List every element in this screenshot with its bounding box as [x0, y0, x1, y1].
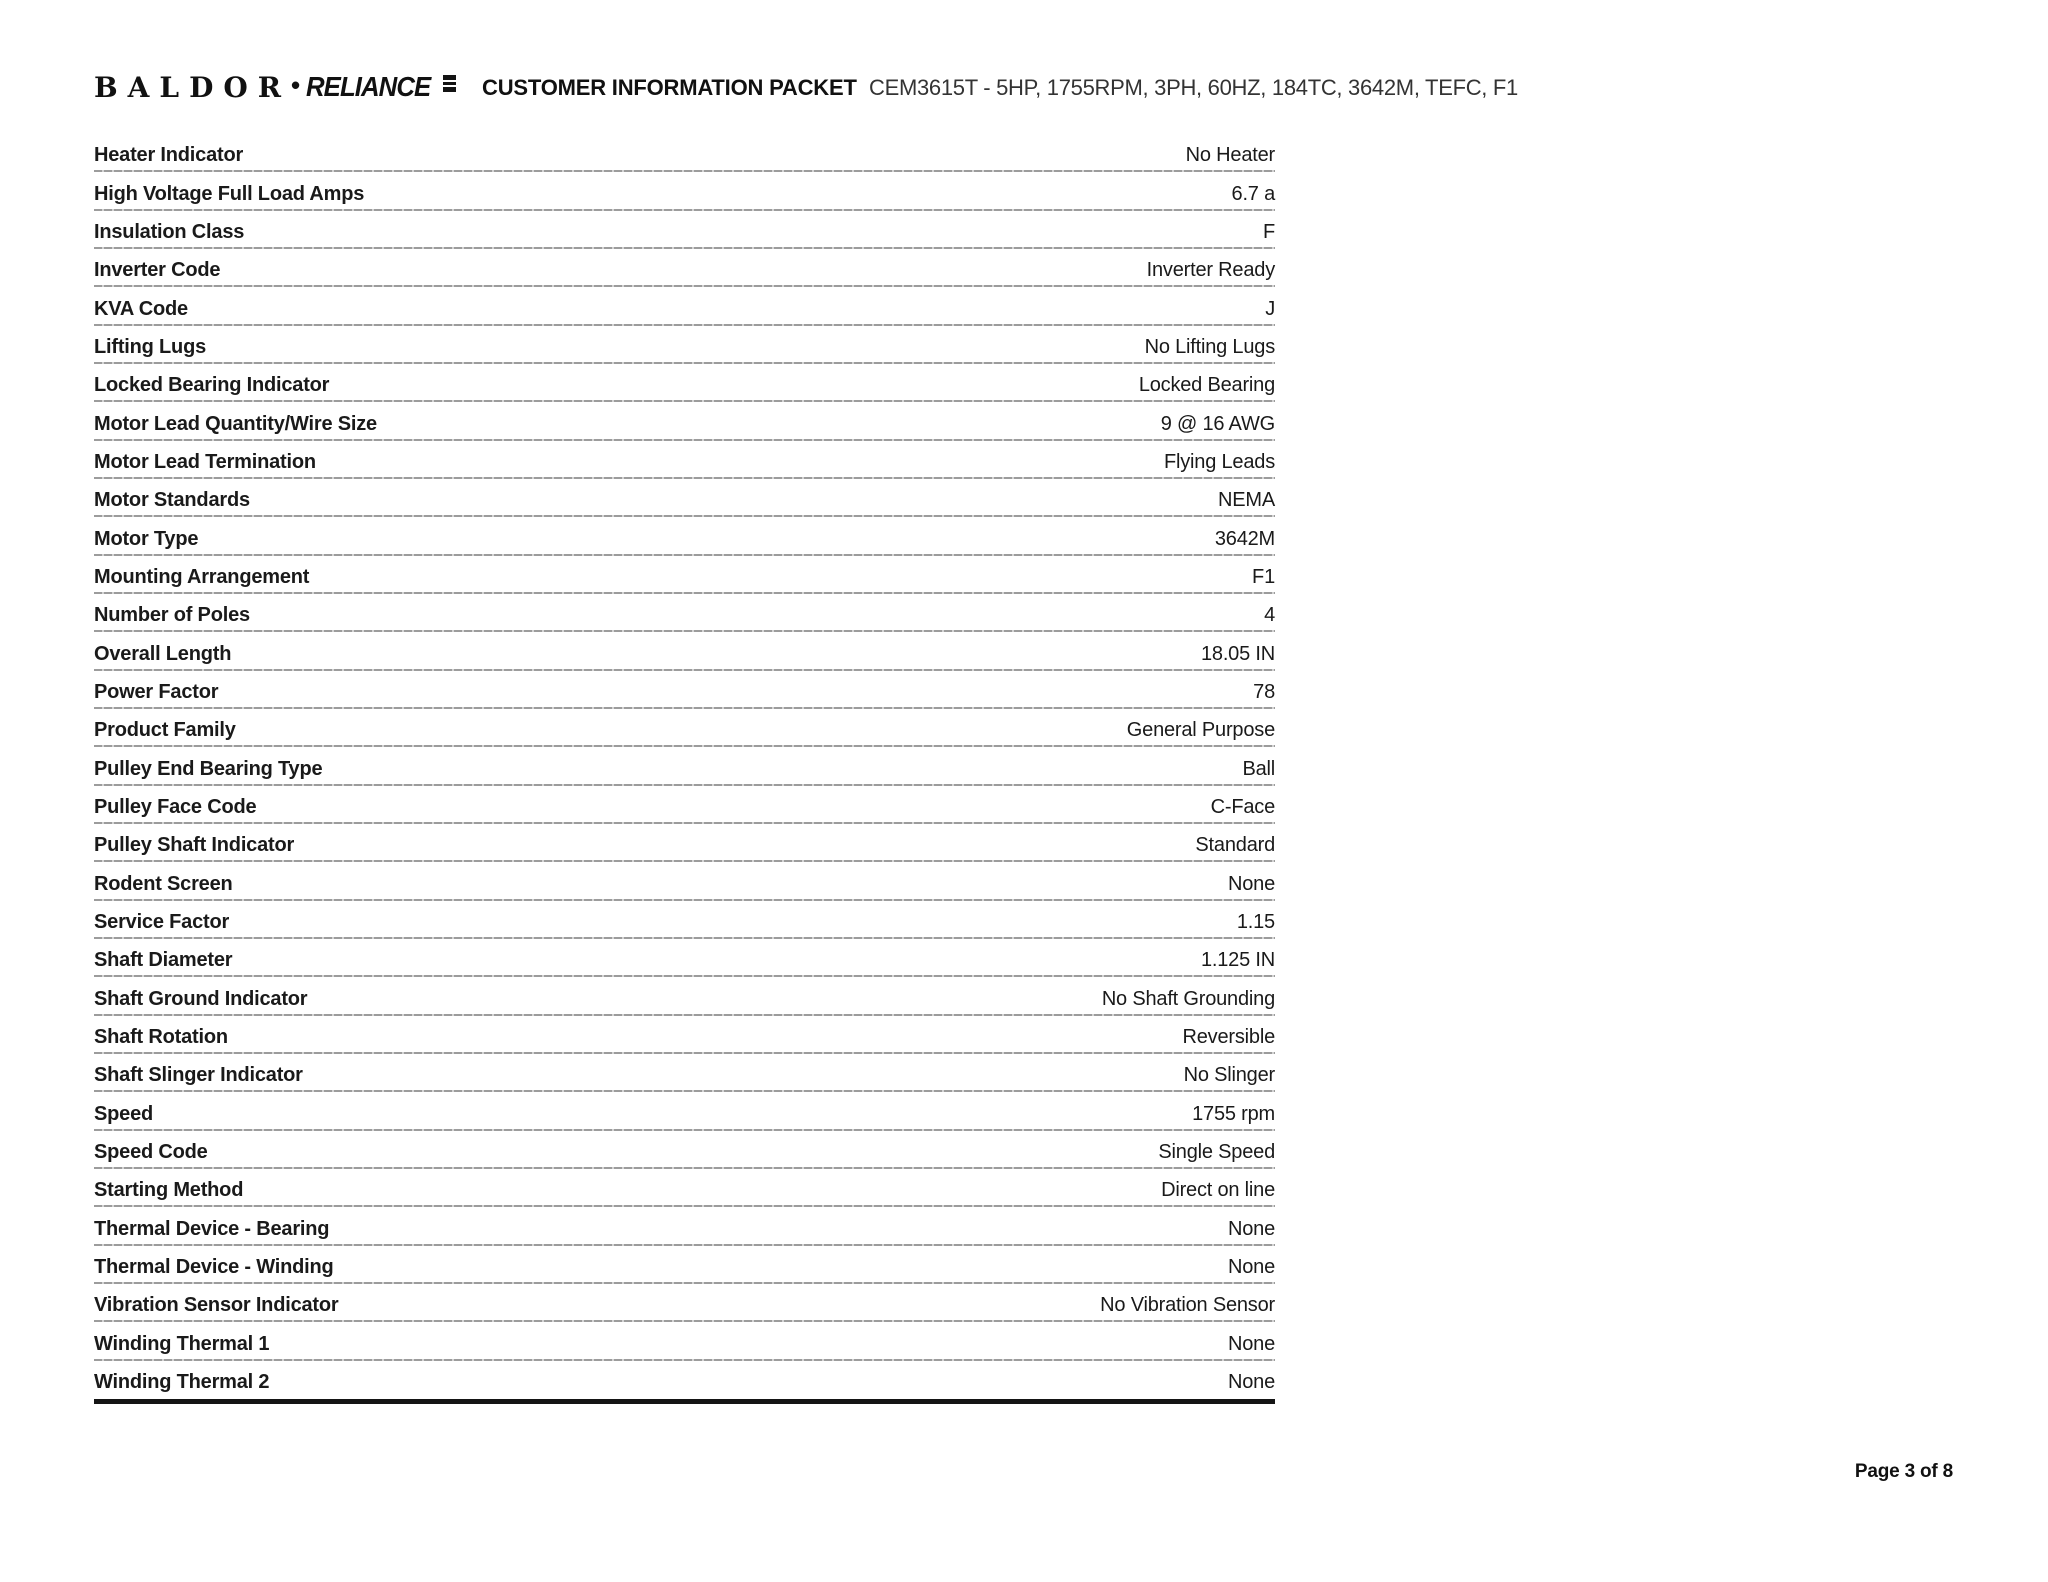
table-row [94, 1322, 1275, 1360]
table-row [94, 1284, 1275, 1322]
row-label: Lifting Lugs [94, 335, 207, 358]
row-value: 78 [1253, 680, 1275, 703]
row-value: None [1227, 1332, 1275, 1355]
row-value: 4 [1264, 604, 1275, 627]
row-value: No Slinger [1183, 1064, 1275, 1087]
row-value: 1.15 [1236, 910, 1275, 933]
row-label: Power Factor [94, 680, 219, 703]
page-number: Page 3 of 8 [1854, 1461, 1953, 1482]
table-row [94, 632, 1275, 670]
table-row [94, 287, 1275, 325]
table-row [94, 939, 1275, 977]
table-row [94, 1169, 1275, 1207]
row-value: No Vibration Sensor [1100, 1294, 1275, 1317]
row-value: General Purpose [1126, 719, 1275, 742]
row-label: Vibration Sensor Indicator [94, 1294, 339, 1317]
table-row [94, 709, 1275, 747]
row-label: Motor Type [94, 527, 199, 550]
table-row [94, 1246, 1275, 1284]
row-value: Locked Bearing [1138, 374, 1275, 397]
product-description: CEM3615T - 5HP, 1755RPM, 3PH, 60HZ, 184TC, 3642M, TEFC, F1 [869, 75, 1518, 100]
row-label: Shaft Rotation [94, 1025, 228, 1048]
row-label: Motor Lead Quantity/Wire Size [94, 412, 377, 435]
row-value: F1 [1252, 565, 1275, 588]
table-row [94, 517, 1275, 555]
logo-reliance-text: RELIANCE [306, 71, 431, 102]
row-label: Speed [94, 1102, 154, 1125]
logo-dot-separator: • [291, 69, 301, 100]
row-label: Mounting Arrangement [94, 565, 310, 588]
table-row [94, 441, 1275, 479]
logo-baldor-text: BALDOR [94, 70, 292, 104]
row-value: C-Face [1210, 795, 1275, 818]
table-row [94, 594, 1275, 632]
row-label: High Voltage Full Load Amps [94, 182, 365, 205]
row-label: Product Family [94, 719, 236, 742]
table-row [94, 211, 1275, 249]
row-label: Pulley End Bearing Type [94, 757, 323, 780]
table-row [94, 402, 1275, 440]
row-label: Winding Thermal 2 [94, 1370, 270, 1393]
row-label: Inverter Code [94, 259, 221, 282]
row-label: Thermal Device - Winding [94, 1255, 334, 1278]
table-row [94, 556, 1275, 594]
row-label: Thermal Device - Bearing [94, 1217, 330, 1240]
row-value: No Lifting Lugs [1144, 335, 1275, 358]
table-row [94, 862, 1275, 900]
row-label: Rodent Screen [94, 872, 233, 895]
row-label: Service Factor [94, 910, 230, 933]
row-label: Locked Bearing Indicator [94, 374, 330, 397]
table-row [94, 1207, 1275, 1245]
row-label: Starting Method [94, 1179, 244, 1202]
table-row [94, 786, 1275, 824]
table-row [94, 1016, 1275, 1054]
row-value: Flying Leads [1164, 450, 1275, 473]
table-row [94, 671, 1275, 709]
row-value: 18.05 IN [1200, 642, 1275, 665]
spec-table [94, 134, 1275, 1404]
row-value: 9 @ 16 AWG [1160, 412, 1275, 435]
row-value: Inverter Ready [1146, 259, 1275, 282]
row-label: Number of Poles [94, 604, 250, 627]
table-row [94, 364, 1275, 402]
row-value: NEMA [1218, 489, 1275, 512]
row-label: Pulley Shaft Indicator [94, 834, 295, 857]
table-row [94, 326, 1275, 364]
table-row [94, 1092, 1275, 1130]
packet-title: CUSTOMER INFORMATION PACKET [482, 75, 857, 100]
table-row [94, 479, 1275, 517]
row-value: 6.7 a [1231, 182, 1275, 205]
row-value: Reversible [1182, 1025, 1275, 1048]
table-row [94, 824, 1275, 862]
row-label: KVA Code [94, 297, 188, 320]
row-label: Motor Lead Termination [94, 450, 316, 473]
row-label: Overall Length [94, 642, 232, 665]
row-value: 3642M [1214, 527, 1275, 550]
row-label: Speed Code [94, 1140, 208, 1163]
row-label: Motor Standards [94, 489, 250, 512]
row-label: Shaft Slinger Indicator [94, 1064, 303, 1087]
table-row [94, 172, 1275, 210]
table-row [94, 1131, 1275, 1169]
row-value: 1755 rpm [1192, 1102, 1275, 1125]
row-value: J [1265, 297, 1275, 320]
table-row [94, 901, 1275, 939]
table-row [94, 134, 1275, 172]
row-value: Single Speed [1158, 1140, 1275, 1163]
row-value: Standard [1195, 834, 1275, 857]
table-row [94, 1361, 1275, 1399]
row-value: None [1227, 1217, 1275, 1240]
row-label: Shaft Diameter [94, 949, 233, 972]
row-value: No Heater [1185, 144, 1275, 167]
logo-trademark-icon [443, 75, 456, 92]
row-label: Shaft Ground Indicator [94, 987, 308, 1010]
page-header [0, 0, 2048, 120]
row-label: Winding Thermal 1 [94, 1332, 270, 1355]
table-row [94, 747, 1275, 785]
row-label: Pulley Face Code [94, 795, 257, 818]
row-value: None [1227, 1370, 1275, 1393]
row-value: No Shaft Grounding [1101, 987, 1275, 1010]
table-row [94, 977, 1275, 1015]
row-value: None [1227, 872, 1275, 895]
table-row [94, 1054, 1275, 1092]
row-value: Direct on line [1161, 1179, 1275, 1202]
baldor-reliance-logo [94, 70, 456, 104]
row-label: Heater Indicator [94, 144, 244, 167]
row-value: F [1262, 220, 1275, 243]
row-label: Insulation Class [94, 220, 245, 243]
table-row [94, 249, 1275, 287]
row-value: Ball [1242, 757, 1275, 780]
row-value: 1.125 IN [1200, 949, 1275, 972]
row-value: None [1227, 1255, 1275, 1278]
